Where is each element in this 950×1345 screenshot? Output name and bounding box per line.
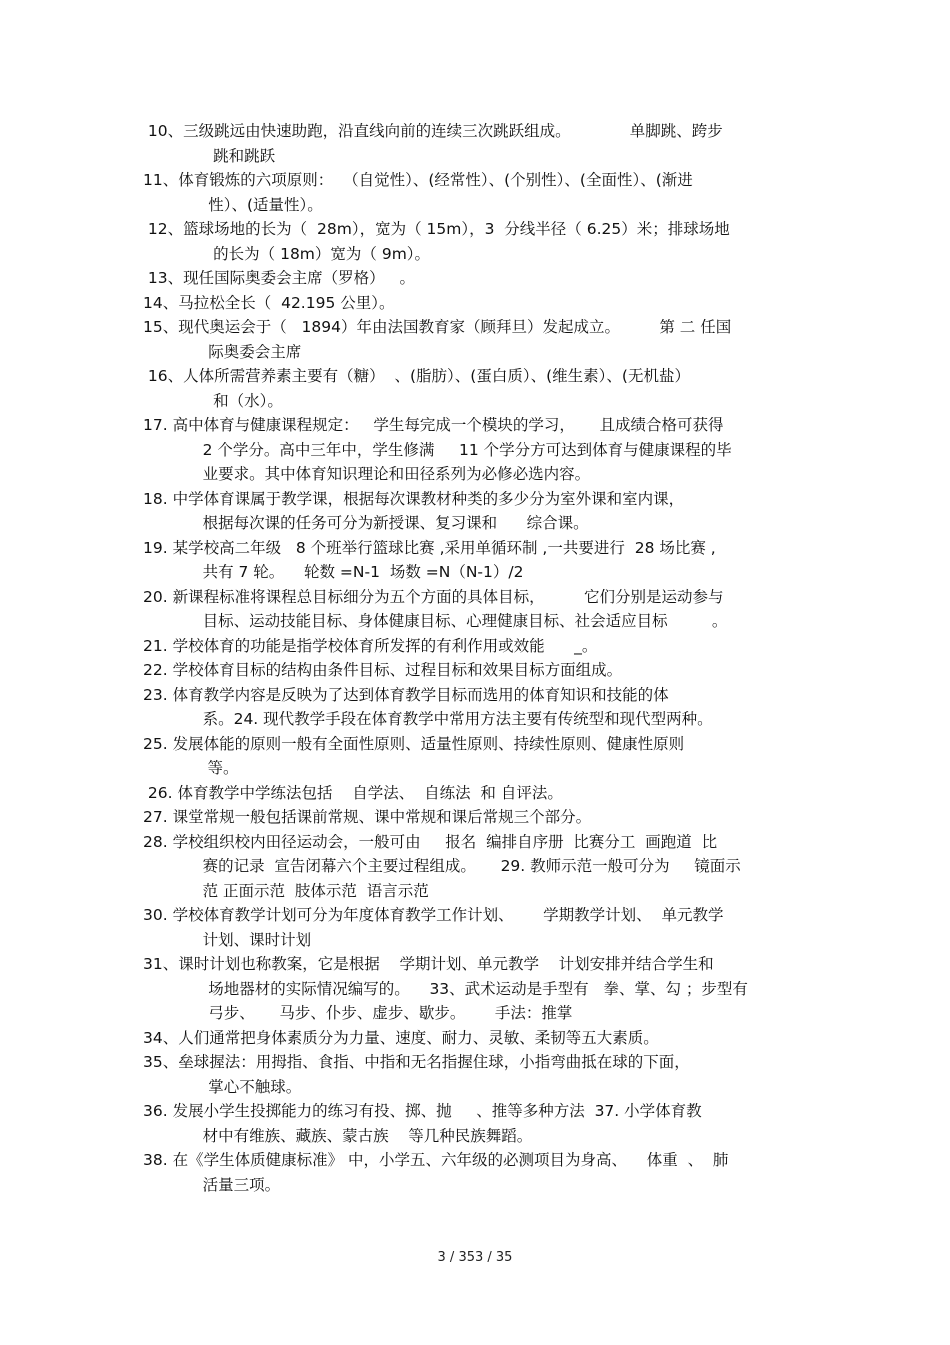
- item-text-line: 材中有维族、藏族、蒙古族 等几种民族舞蹈。: [202, 1126, 533, 1145]
- item-text-line: 现代奥运会于（ 1894）年由法国教育家（顾拜旦）发起成立。 第 二 任国: [178, 318, 732, 336]
- item-text: [173, 903, 823, 952]
- item-number: 30.: [143, 906, 173, 924]
- item-text-line: 体育教学中学练法包括 自学法、 自练法 和 自评法。: [177, 783, 563, 802]
- item-text: [173, 830, 823, 904]
- item-text: [178, 315, 823, 364]
- item-text-line: 某学校高二年级 8 个班举行篮球比赛 ,采用单循环制 ,一共要进行 28 场比赛 ,: [172, 538, 716, 557]
- item-number: 22.: [143, 661, 173, 679]
- item-text: [178, 291, 823, 316]
- item-number: 28.: [143, 832, 173, 851]
- item-text-line: 现任国际奥委会主席（罗格） 。: [183, 269, 415, 287]
- list-item: [143, 781, 823, 806]
- list-item: [143, 217, 823, 266]
- item-text-line: 马拉松全长（ 42.195 公里）。: [178, 293, 395, 312]
- list-item: [143, 315, 823, 364]
- item-text-line: 共有 7 轮。 轮数 =N-1 场数 =N（N-1）/2: [202, 563, 524, 581]
- item-number: 12、: [143, 220, 184, 238]
- item-number: 13、: [143, 269, 184, 287]
- item-text: [173, 585, 823, 634]
- item-text-line: 范 正面示范 肢体示范 语言示范: [202, 881, 429, 900]
- item-number: 31、: [143, 955, 179, 973]
- item-text: [183, 217, 823, 266]
- item-text: [178, 781, 823, 806]
- list-item: [143, 634, 823, 659]
- list-item: [143, 1099, 823, 1148]
- item-text-line: 高中体育与健康课程规定： 学生每完成一个模块的学习， 且成绩合格可获得: [172, 416, 724, 434]
- list-item: [143, 364, 823, 413]
- item-text-line: 2 个学分。高中三年中，学生修满 11 个学分方可达到体育与健康课程的毕: [202, 440, 732, 459]
- item-text-line: 体育锻炼的六项原则： （自觉性）、(经常性）、(个别性）、(全面性）、(渐进: [178, 171, 693, 189]
- item-text-line: 业要求。其中体育知识理论和田径系列为必修必选内容。: [202, 465, 591, 483]
- item-text-line: 三级跳远由快速助跑，沿直线向前的连续三次跳跃组成。 单脚跳、跨步: [183, 122, 723, 140]
- list-item: [143, 487, 823, 536]
- item-text-line: 学校组织校内田径运动会，一般可由 报名 编排自序册 比赛分工 画跑道 比: [172, 832, 718, 851]
- list-item: [143, 266, 823, 291]
- item-text-line: 学校体育的功能是指学校体育所发挥的有利作用或效能 _。: [172, 636, 598, 655]
- item-text-line: 跳和跳跃: [213, 146, 276, 165]
- item-number: 27.: [143, 808, 173, 826]
- item-text: [178, 168, 823, 217]
- item-text: [173, 634, 823, 659]
- item-number: 17.: [143, 416, 173, 434]
- item-text-line: 在《学生体质健康标准》 中，小学五、六年级的必测项目为身高、 体重 、 肺: [172, 1151, 729, 1169]
- item-text-line: 人体所需营养素主要有（糖） 、(脂肪）、(蛋白质）、(维生素）、(无机盐）: [183, 367, 690, 385]
- item-text: [173, 658, 823, 683]
- item-text: [173, 805, 823, 830]
- item-text-line: 课堂常规一般包括课前常规、课中常规和课后常规三个部分。: [172, 808, 592, 826]
- item-number: 38.: [143, 1151, 173, 1169]
- item-number: 36.: [143, 1102, 173, 1120]
- item-text-line: 中学体育课属于教学课，根据每次课教材种类的多少分为室外课和室内课，: [172, 489, 685, 508]
- item-text: [173, 1099, 823, 1148]
- item-number: 35、: [143, 1053, 179, 1071]
- list-item: [143, 168, 823, 217]
- item-number: 20.: [143, 587, 173, 606]
- list-item: [143, 952, 823, 1026]
- list-item: [143, 1026, 823, 1051]
- item-text-line: 掌心不触球。: [208, 1077, 302, 1096]
- item-number: 11、: [143, 171, 179, 189]
- item-text: [183, 119, 823, 168]
- item-text-line: 赛的记录 宣告闭幕六个主要过程组成。 29. 教师示范一般可分为 镜面示: [202, 857, 741, 875]
- item-text-line: 的长为（ 18m）宽为（ 9m）。: [213, 244, 431, 263]
- item-text-line: 际奥委会主席: [208, 342, 302, 361]
- item-text: [178, 1050, 823, 1099]
- item-number: 26.: [143, 783, 178, 802]
- item-text-line: 学校体育教学计划可分为年度体育教学工作计划、 学期教学计划、 单元教学: [172, 906, 724, 924]
- list-item: [143, 291, 823, 316]
- list-item: [143, 903, 823, 952]
- item-number: 34、: [143, 1028, 179, 1047]
- item-text-line: 新课程标准将课程总目标细分为五个方面的具体目标， 它们分别是运动参与: [172, 587, 724, 606]
- list-item: [143, 683, 823, 732]
- item-text: [173, 413, 823, 487]
- item-text: [173, 487, 823, 536]
- item-text-line: 系。24. 现代教学手段在体育教学中常用方法主要有传统型和现代型两种。: [202, 710, 713, 728]
- item-text: [183, 364, 823, 413]
- item-text-line: 性）、(适量性）。: [208, 195, 323, 214]
- item-text-line: 学校体育目标的结构由条件目标、过程目标和效果目标方面组成。: [172, 661, 623, 679]
- item-number: 10、: [143, 122, 184, 140]
- item-text: [173, 683, 823, 732]
- item-text-line: 计划、课时计划: [202, 930, 312, 949]
- item-number: 19.: [143, 538, 173, 557]
- item-text: [183, 266, 823, 291]
- list-item: [143, 536, 823, 585]
- list-item: [143, 805, 823, 830]
- item-text-line: 和（水）。: [213, 391, 283, 410]
- item-text-line: 课时计划也称教案，它是根据 学期计划、单元教学 计划安排并结合学生和: [178, 955, 714, 973]
- item-text: [173, 732, 823, 781]
- item-text-line: 篮球场地的长为（ 28m），宽为（ 15m），3 分线半径（ 6.25）米；排球场地: [183, 220, 730, 238]
- item-number: 15、: [143, 318, 179, 336]
- list-item: [143, 413, 823, 487]
- item-text-line: 场地器材的实际情况编写的。 33、武术运动是手型有 拳、掌、勾 ；步型有: [208, 979, 748, 998]
- item-text-line: 发展小学生投掷能力的练习有投、掷、抛 、推等多种方法 37. 小学体育教: [172, 1102, 702, 1120]
- item-number: 16、: [143, 367, 184, 385]
- item-number: 14、: [143, 293, 179, 312]
- item-text: [173, 1148, 823, 1197]
- list-item: [143, 830, 823, 904]
- item-number: 25.: [143, 734, 173, 753]
- item-text: [173, 536, 823, 585]
- list-item: [143, 658, 823, 683]
- item-number: 23.: [143, 685, 173, 704]
- item-text-line: 弓步、 马步、仆步、虚步、歇步。 手法：推掌: [208, 1004, 573, 1022]
- item-number: 21.: [143, 636, 173, 655]
- list-item: [143, 1148, 823, 1197]
- item-number: 18.: [143, 489, 173, 508]
- list-item: [143, 585, 823, 634]
- item-text: [178, 1026, 823, 1051]
- item-text-line: 目标、运动技能目标、身体健康目标、心理健康目标、社会适应目标 。: [202, 612, 728, 630]
- page-number: 3 / 353 / 35: [437, 1250, 513, 1265]
- item-text: [178, 952, 823, 1026]
- item-text-line: 活量三项。: [202, 1175, 281, 1194]
- item-text-line: 发展体能的原则一般有全面性原则、适量性原则、持续性原则、健康性原则: [172, 734, 685, 753]
- item-text-line: 等。: [202, 759, 239, 777]
- item-text-line: 人们通常把身体素质分为力量、速度、耐力、灵敏、柔韧等五大素质。: [178, 1028, 659, 1047]
- list-item: [143, 732, 823, 781]
- list-item: [143, 119, 823, 168]
- item-text-line: 体育教学内容是反映为了达到体育教学目标而选用的体育知识和技能的体: [172, 685, 669, 704]
- item-text-line: 垒球握法：用拇指、食指、中指和无名指握住球，小指弯曲抵在球的下面，: [178, 1053, 690, 1071]
- question-list: [143, 119, 823, 1197]
- item-text-line: 根据每次课的任务可分为新授课、复习课和 综合课。: [202, 514, 589, 532]
- list-item: [143, 1050, 823, 1099]
